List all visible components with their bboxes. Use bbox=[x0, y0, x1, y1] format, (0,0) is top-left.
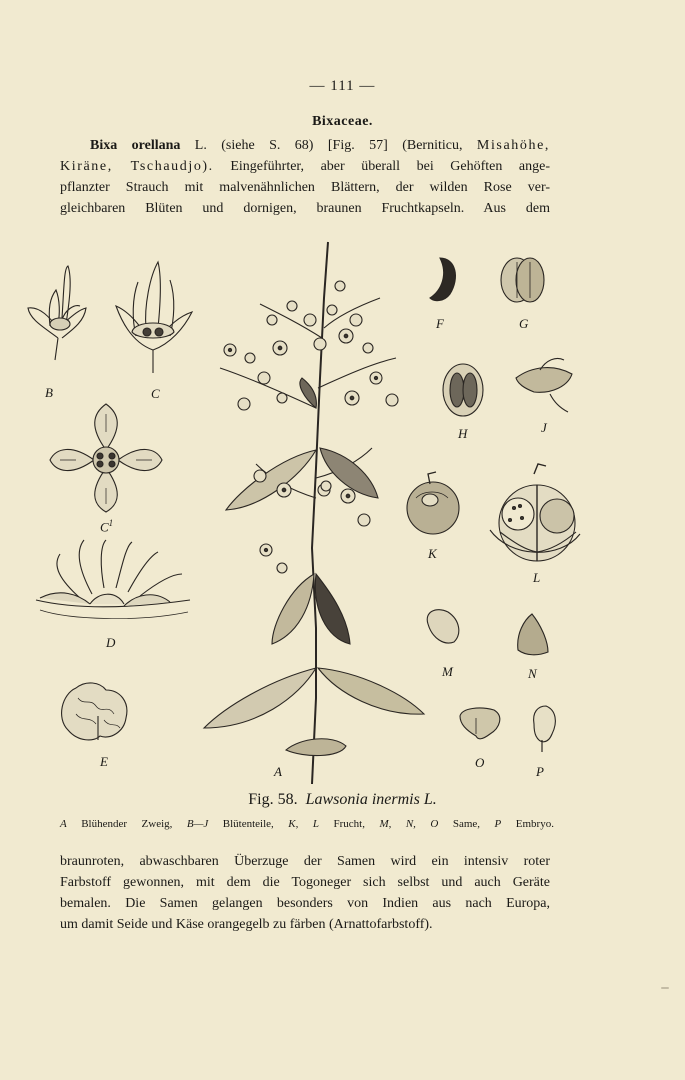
legend-kl-text: Frucht, bbox=[318, 818, 380, 830]
botanical-illustration bbox=[20, 228, 590, 788]
drawing-h-ovary-section bbox=[443, 364, 483, 416]
drawing-c1-flower-top bbox=[50, 404, 162, 512]
figure-legend bbox=[60, 818, 554, 830]
paragraph-bottom bbox=[60, 851, 550, 935]
label-n: N bbox=[528, 666, 537, 681]
figure-number: Fig. 58. bbox=[248, 791, 298, 808]
drawing-k-fruit bbox=[407, 472, 459, 534]
legend-bj: B—J bbox=[186, 818, 209, 830]
paragraph-bottom-line-3: bemalen. Die Samen gelangen besonders von Indien aus nach Europa, bbox=[60, 896, 550, 911]
legend-kl: K, L bbox=[288, 818, 319, 830]
page-number: — 111 — bbox=[309, 78, 376, 94]
drawing-l-fruit-section bbox=[490, 464, 580, 561]
paragraph-bottom-line-2: Farbstoff gewonnen, mit dem die Togoneger sich selbst und auch Geräte bbox=[60, 875, 550, 890]
place-name: Misahöhe, bbox=[476, 138, 551, 153]
legend-p-text: Embryo. bbox=[501, 818, 554, 830]
section-heading: Bixaceae. bbox=[312, 114, 373, 129]
legend-a-text: Blühender Zweig, bbox=[66, 818, 187, 830]
label-m: M bbox=[442, 664, 453, 679]
label-e: E bbox=[100, 754, 108, 769]
figure-species: Lawsonia inermis L. bbox=[305, 791, 437, 808]
paragraph-top-line-4: gleichbaren Blüten und dornigen, braunen Fruchtkapseln. Aus dem bbox=[60, 201, 550, 216]
label-c1-letter: C bbox=[100, 519, 109, 535]
label-j: J bbox=[541, 420, 547, 435]
label-a: A bbox=[274, 764, 282, 779]
figure-caption bbox=[0, 791, 685, 809]
label-l: L bbox=[533, 570, 541, 585]
line-1-text: L. (siehe S. 68) [Fig. 57] (Berniticu, bbox=[180, 138, 477, 153]
paragraph-top bbox=[60, 135, 550, 219]
legend-p: P bbox=[494, 818, 502, 830]
paragraph-top-line-1 bbox=[60, 135, 550, 156]
drawing-m-seed bbox=[427, 610, 459, 643]
label-c1-superscript: 1 bbox=[108, 518, 114, 528]
label-c: C bbox=[151, 386, 160, 401]
drawing-g-capsule bbox=[501, 258, 544, 302]
paragraph-top-line-3: pflanzter Strauch mit malvenähnlichen Blättern, der wilden Rose ver- bbox=[60, 180, 550, 195]
label-b: B bbox=[45, 385, 53, 400]
label-c1 bbox=[100, 518, 113, 535]
drawing-f-seed bbox=[430, 258, 455, 301]
drawing-d-opened-corolla bbox=[36, 540, 190, 619]
legend-mno-text: Same, bbox=[438, 818, 495, 830]
drawing-p-embryo bbox=[534, 706, 556, 752]
drawing-n-seed bbox=[518, 614, 548, 655]
drawing-c-flower-section bbox=[116, 262, 192, 373]
paragraph-bottom-line-4: um damit Seide und Käse orangegelb zu färben (Arnattofarbstoff). bbox=[60, 917, 433, 932]
label-p: P bbox=[536, 764, 544, 779]
paper-smudge bbox=[661, 987, 669, 989]
drawing-e-seed bbox=[62, 683, 127, 740]
label-o: O bbox=[475, 755, 485, 770]
place-names: Kiräne, Tschaudjo). bbox=[60, 159, 214, 174]
drawing-a-flowering-branch bbox=[204, 242, 424, 784]
label-d: D bbox=[106, 635, 116, 650]
legend-bj-text: Blütenteile, bbox=[208, 818, 289, 830]
label-g: G bbox=[519, 316, 529, 331]
drawing-b-flower-side bbox=[28, 266, 86, 360]
species-name: Bixa orellana bbox=[90, 138, 181, 153]
legend-mno: M, N, O bbox=[379, 818, 439, 830]
label-k: K bbox=[428, 546, 437, 561]
drawing-j-flower-part bbox=[516, 358, 572, 412]
paragraph-bottom-line-1: braunroten, abwaschbaren Überzuge der Samen wird ein intensiv roter bbox=[60, 854, 550, 869]
label-f: F bbox=[436, 316, 444, 331]
label-h: H bbox=[458, 426, 468, 441]
legend-a: A bbox=[60, 818, 67, 830]
paragraph-top-line-2 bbox=[60, 156, 550, 177]
line-2-text: Eingeführter, aber überall bei Gehöften ange- bbox=[213, 159, 550, 174]
drawing-o-seed-section bbox=[460, 708, 500, 739]
botanical-figure bbox=[20, 228, 590, 793]
